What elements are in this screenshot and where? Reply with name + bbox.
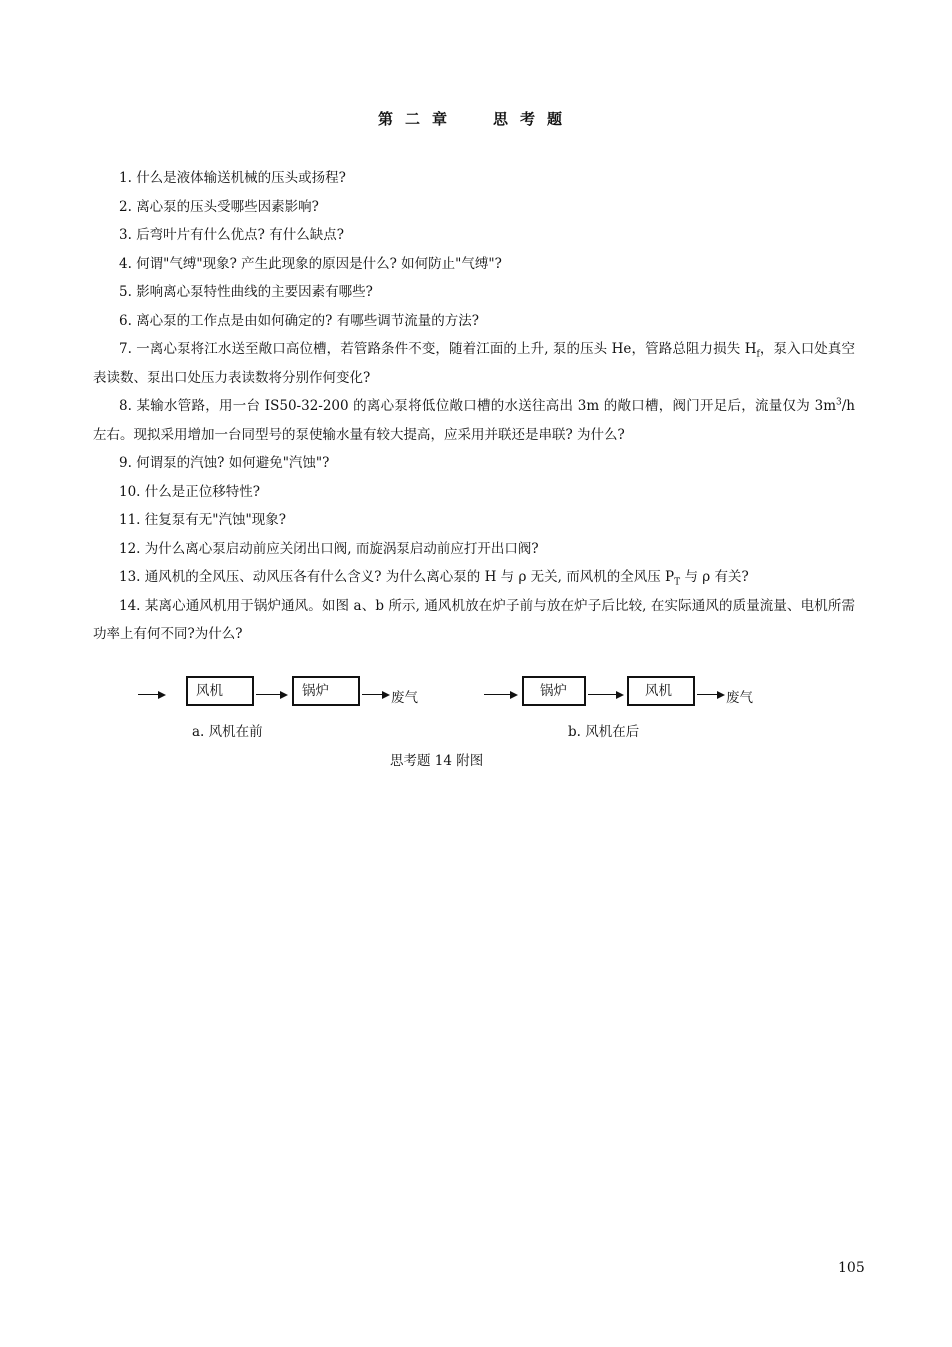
question-10: 10. 什么是正位移特性? [119,483,261,500]
arrow-icon [484,688,518,702]
boiler-box: 锅炉 [292,676,360,706]
figure-14 [0,672,952,772]
arrow-icon [697,688,725,702]
question-5: 5. 影响离心泵特性曲线的主要因素有哪些? [119,284,373,300]
arrow-icon [362,688,390,702]
question-12: 12. 为什么离心泵启动前应关闭出口阀, 而旋涡泵启动前应打开出口阀? [119,540,539,557]
question-1: 1. 什么是液体输送机械的压头或扬程? [119,170,346,186]
fan-box: 风机 [627,676,695,706]
question-14: 14. 某离心通风机用于锅炉通风。如图 a、b 所示, 通风机放在炉子前与放在炉子后比较, 在实际通风的质量流量、电机所需功率上有何不同?为什么? [93,597,856,642]
question-11: 11. 往复泵有无"汽蚀"现象? [119,512,286,528]
question-3: 3. 后弯叶片有什么优点? 有什么缺点? [119,227,344,243]
question-13: 13. 通风机的全风压、动风压各有什么含义? 为什么离心泵的 H 与 ρ 无关, 而风机的全风压 $P_T$ 与 ρ 有关? [119,569,749,588]
question-4: 4. 何谓"气缚"现象? 产生此现象的原因是什么? 如何防止"气缚"? [119,255,502,272]
chapter-label: 第二章 [377,110,459,128]
caption-a: a. 风机在前 [192,724,263,740]
figure-caption: 思考题 14 附图 [390,753,484,769]
question-2: 2. 离心泵的压头受哪些因素影响? [119,198,319,215]
question-list [93,164,855,649]
question-6: 6. 离心泵的工作点是由如何确定的? 有哪些调节流量的方法? [119,312,479,329]
question-8: 8. 某输水管路，用一台 IS50-32-200 的离心泵将低位敞口槽的水送往高出 3m 的敞口槽，阀门开足后，流量仅为 $3m^3/h$ 左右。现拟采用增加一台同型号的泵使输水量有较大提高，应采用并联还是串联? 为什么? [93,397,855,443]
arrow-icon [138,688,166,702]
exhaust-label: 废气 [726,690,753,706]
boiler-box: 锅炉 [522,676,586,706]
arrow-icon [256,688,288,702]
section-label: 思考题 [493,110,575,128]
exhaust-label: 废气 [391,690,418,706]
caption-b: b. 风机在后 [568,724,640,740]
arrow-icon [588,688,624,702]
page-title [0,108,952,129]
question-7: 7. 一离心泵将江水送至敞口高位槽，若管路条件不变，随着江面的上升, 泵的压头 He，管路总阻力损失 $H_f$，泵入口处真空表读数、泵出口处压力表读数将分别作何变化? [93,341,855,386]
question-9: 9. 何谓泵的汽蚀? 如何避免"汽蚀"? [119,455,330,471]
fan-box: 风机 [186,676,254,706]
page-number: 105 [838,1260,865,1276]
